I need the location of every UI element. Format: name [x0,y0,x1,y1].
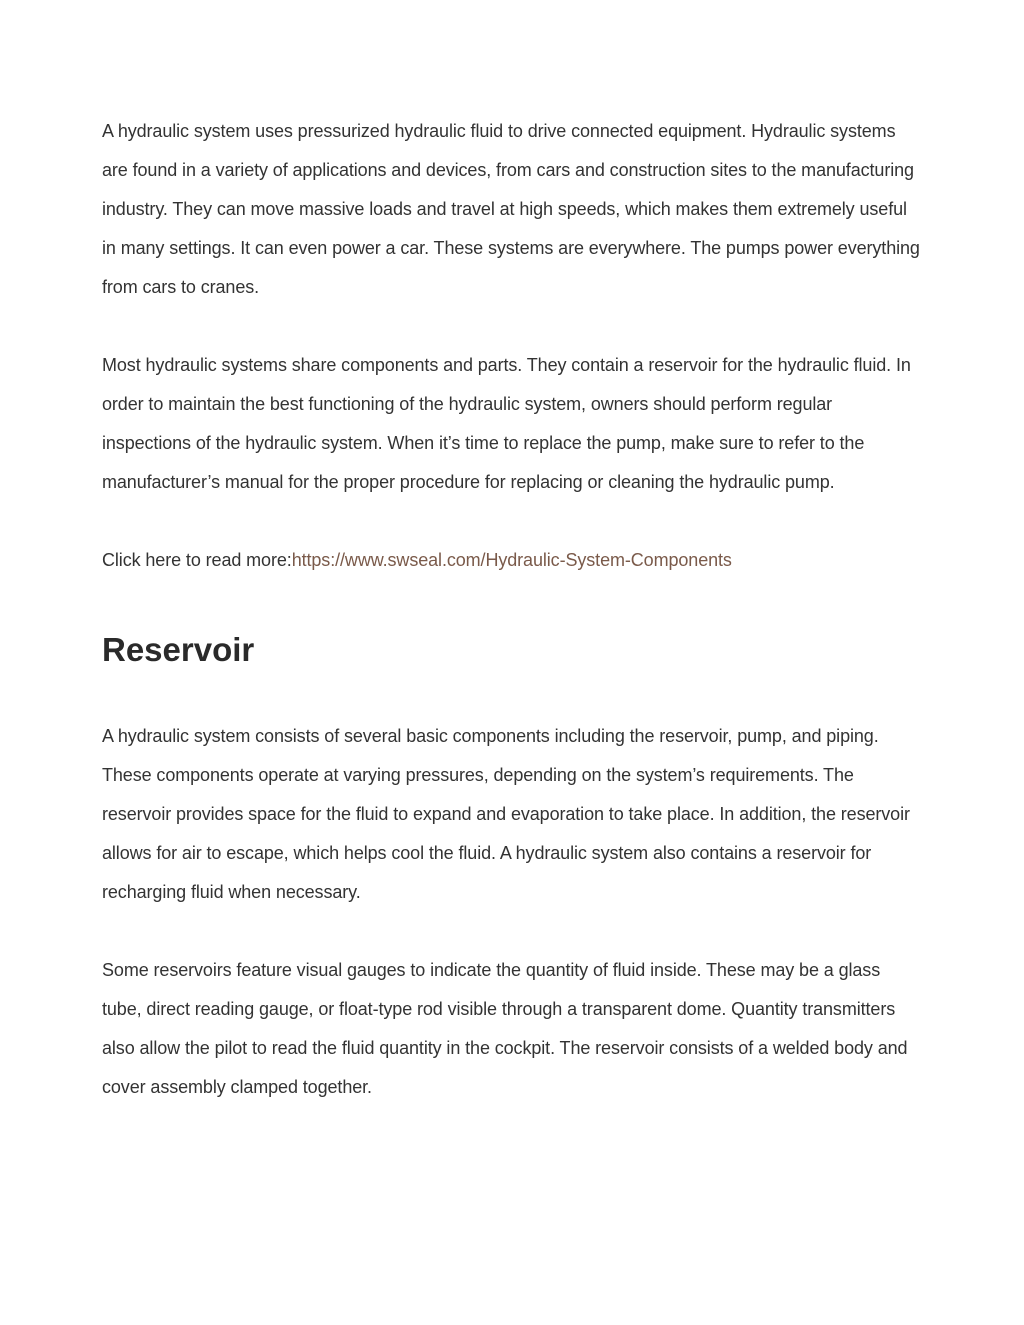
paragraph-gap [102,502,922,541]
section-gap [102,670,922,717]
read-more-line [102,541,922,580]
read-more-link[interactable]: https://www.swseal.com/Hydraulic-System-Components [291,550,732,570]
section-gap [102,580,922,630]
read-more-label: Click here to read more: [102,550,292,570]
paragraph-gap [102,307,922,346]
paragraph-gap [102,912,922,951]
reservoir-paragraph-2: Some reservoirs feature visual gauges to indicate the quantity of fluid inside. These may be a glass tube, direct reading gauge, or float-type rod visible through a transparent dome. Quantity transmitters also allow the pilot to read the fluid quantity in the cockpit. The reservoir consists of a welded body and cover assembly clamped together. [102,960,908,1097]
intro-paragraph-1: A hydraulic system uses pressurized hydraulic fluid to drive connected equipment. Hydraulic systems are found in a variety of applications and devices, from cars and construction sites to the manufacturing industry. They can move massive loads and travel at high speeds, which makes them extremely useful in many settings. It can even power a car. These systems are everywhere. The pumps power everything from cars to cranes. [102,121,920,297]
intro-paragraph-2: Most hydraulic systems share components and parts. They contain a reservoir for the hydraulic fluid. In order to maintain the best functioning of the hydraulic system, owners should perform regular inspections of the hydraulic system. When it’s time to replace the pump, make sure to refer to the manufacturer’s manual for the proper procedure for replacing or cleaning the hydraulic pump. [102,355,911,492]
article-body [102,112,922,1107]
section-heading-reservoir: Reservoir [102,631,255,668]
reservoir-paragraph-1: A hydraulic system consists of several basic components including the reservoir, pump, and piping. These components operate at varying pressures, depending on the system’s requirements. The reservoir provides space for the fluid to expand and evaporation to take place. In addition, the reservoir allows for air to escape, which helps cool the fluid. A hydraulic system also contains a reservoir for recharging fluid when necessary. [102,726,910,902]
